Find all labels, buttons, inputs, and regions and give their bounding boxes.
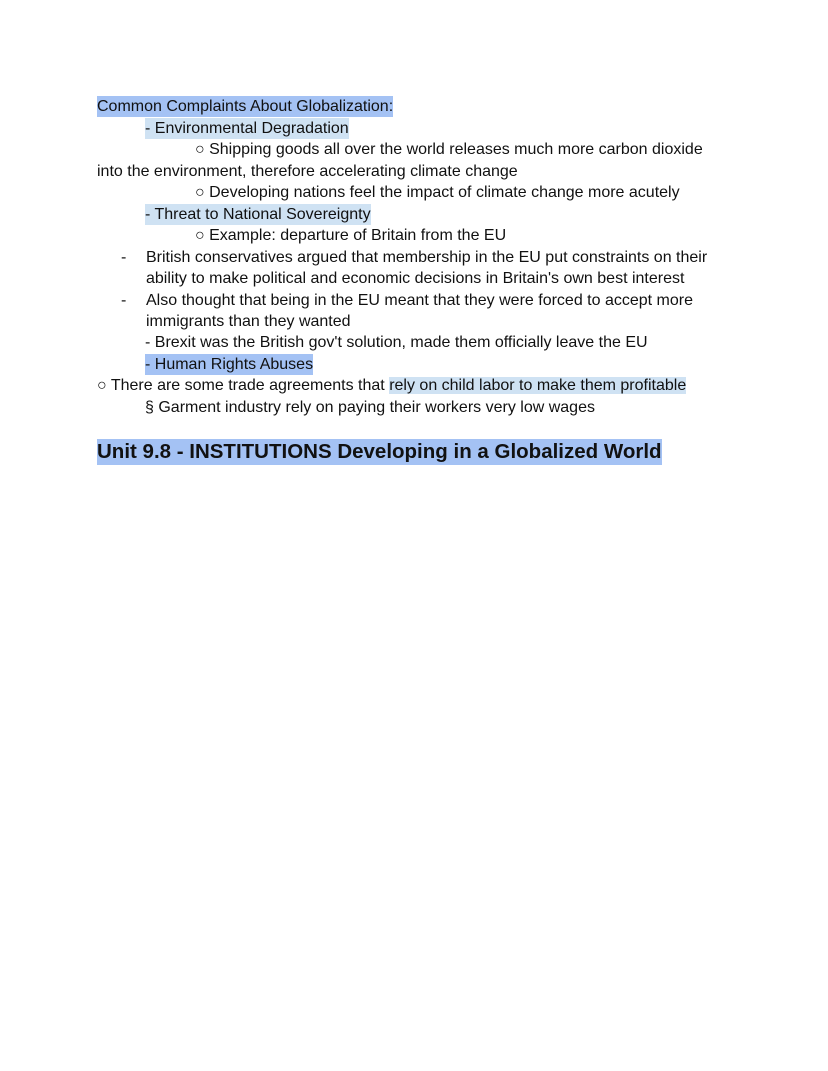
brexit-line: - Brexit was the British gov't solution, made them officially leave the EU [145, 334, 648, 351]
section-title: Common Complaints About Globalization: [97, 98, 394, 115]
sov-bullet-2-line-1: Also thought that being in the EU meant that they were forced to accept more [146, 292, 693, 309]
hr-point-1-text: ○ There are some trade agreements that [97, 377, 390, 394]
env-point-1-line-1: ○ Shipping goods all over the world releases much more carbon dioxide [195, 141, 703, 158]
env-point-1-line-2: into the environment, therefore accelerating climate change [97, 163, 518, 180]
national-sovereignty-header: - Threat to National Sovereignty [145, 206, 371, 223]
env-point-2: ○ Developing nations feel the impact of climate change more acutely [195, 184, 680, 201]
bullet-dash: - [121, 249, 127, 266]
sov-bullet-1-line-2: ability to make political and economic decisions in Britain's own best interest [146, 270, 685, 287]
sov-bullet-2-line-2: immigrants than they wanted [146, 313, 351, 330]
human-rights-point-2: § Garment industry rely on paying their workers very low wages [145, 399, 595, 416]
environmental-degradation-header: - Environmental Degradation [145, 120, 349, 137]
unit-heading: Unit 9.8 - INSTITUTIONS Developing in a Globalized World [97, 440, 662, 463]
human-rights-abuses-header: - Human Rights Abuses [145, 356, 314, 373]
hr-point-1-highlight: rely on child labor to make them profitable [389, 377, 687, 394]
human-rights-point-1 [97, 375, 686, 396]
sovereignty-example: ○ Example: departure of Britain from the EU [195, 227, 507, 244]
sov-bullet-1-line-1: British conservatives argued that membership in the EU put constraints on their [146, 249, 708, 266]
bullet-dash: - [121, 292, 127, 309]
